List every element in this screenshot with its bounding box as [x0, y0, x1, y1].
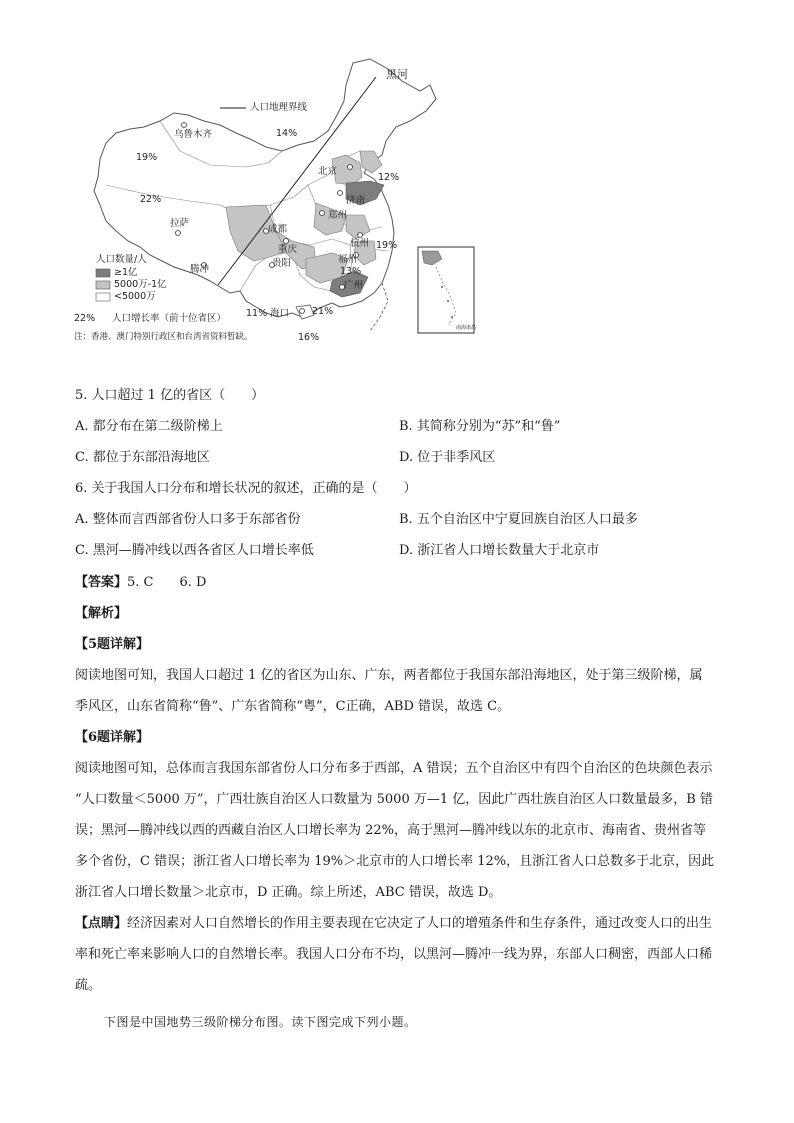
- growth-21-label: 21%: [312, 306, 334, 317]
- hangzhou-label: 杭州: [350, 238, 370, 249]
- fuzhou-label: 福州: [338, 254, 358, 265]
- q5-detail-tag: 【5题详解】: [75, 637, 150, 652]
- growth-14-label: 14%: [276, 128, 298, 139]
- legend-item-2: 5000万-1亿: [114, 279, 167, 290]
- answer-text: 5. C 6. D: [127, 575, 207, 590]
- beijing-label: 北京: [318, 166, 338, 177]
- q5-option-a: A. 都分布在第二级阶梯上: [75, 419, 223, 434]
- tip-text: 经济因素对人口自然增长的作用主要表现在它决定了人口的增殖条件和生存条件，通过改变人口的出生率和死亡率来影响人口的自然增长率。我国人口分布不均，以黑河—腾冲一线为界，东部人口稠密，西部人口稀疏。: [75, 916, 713, 993]
- zhengzhou-label: 郑州: [328, 210, 348, 221]
- tip-paragraph: [75, 908, 715, 1001]
- q6-option-c: C. 黑河—腾冲线以西各省区人口增长率低: [75, 543, 314, 558]
- legend-item-1: ≥1亿: [114, 267, 138, 278]
- legend-item-3: <5000万: [114, 291, 156, 302]
- q5-stem: 5. 人口超过 1 亿的省区（ ）: [75, 388, 265, 403]
- growth-22-label: 22%: [140, 194, 162, 205]
- china-map-outline: [70, 55, 490, 350]
- growth-16-label: 16%: [298, 332, 320, 343]
- next-question-intro: 下图是中国地势三级阶梯分布图。读下图完成下列小题。: [104, 1015, 417, 1029]
- q6-detail-tag: 【6题详解】: [75, 730, 150, 745]
- q6-option-d: D. 浙江省人口增长数量大于北京市: [399, 543, 600, 558]
- growth-11-label: 11%: [246, 308, 268, 319]
- q6-detail-text: 阅读地图可知，总体而言我国东部省份人口分布多于西部，A 错误；五个自治区中有四个自治区的色块颜色表示 “人口数量＜5000 万”，广西壮族自治区人口数量为 5000 万—1 亿，因此广西壮族自治区人口数量最多，B 错误；黑河—腾冲线以西的西藏自治区人口增长率为 22%，高于黑河—腾冲线以东的北京市、海南省、贵州省等多个省份，C 错误；浙江省人口增长率为 19%＞北京市的人口增长率 12%，且浙江省人口总数多于北京，因此浙江省人口增长数量＞北京市，D 正确。综上所述，ABC 错误，故选 D。: [75, 761, 715, 900]
- answer-tag: 【答案】: [75, 575, 128, 590]
- analysis-tag: 【解析】: [75, 606, 128, 621]
- legend-title: 人口数量/人: [96, 254, 147, 265]
- lhasa-label: 拉萨: [170, 218, 190, 229]
- guiyang-label: 贵阳: [272, 258, 292, 269]
- haikou-label: 海口: [270, 308, 290, 319]
- urumqi-label: 乌鲁木齐: [174, 129, 213, 140]
- growth-13-label: 13%: [340, 266, 362, 277]
- inset-label: 南海诸岛: [456, 325, 477, 331]
- legend-growth-sample: 22%: [74, 313, 96, 324]
- q6-stem: 6. 关于我国人口分布和增长状况的叙述，正确的是（ ）: [75, 481, 417, 496]
- q5-option-c: C. 都位于东部沿海地区: [75, 450, 210, 465]
- q5-option-d: D. 位于非季风区: [399, 450, 496, 465]
- answer-line: [75, 574, 206, 592]
- chengdu-label: 成都: [268, 224, 288, 235]
- tengchong-label: 腾冲: [190, 264, 210, 275]
- q5-option-b: B. 其简称分别为“苏”和“鲁”: [399, 419, 561, 434]
- jinan-label: 济南: [346, 195, 366, 206]
- guangzhou-label: 广州: [344, 280, 364, 291]
- boundary-legend-label: 人口地理界线: [250, 102, 308, 113]
- growth-19-zhejiang-label: 19%: [376, 240, 398, 251]
- q6-option-b: B. 五个自治区中宁夏回族自治区人口最多: [399, 512, 638, 527]
- heihe-label: 黑河: [386, 68, 408, 81]
- q6-option-a: A. 整体而言西部省份人口多于东部省份: [75, 512, 301, 527]
- q5-detail-text: 阅读地图可知，我国人口超过 1 亿的省区为山东、广东，两者都位于我国东部沿海地区，处于第三级阶梯，属季风区，山东省简称“鲁”、广东省简称“粤”，C正确，ABD 错误，故选 C。: [75, 668, 703, 714]
- population-map: [70, 55, 490, 350]
- growth-19-xinjiang-label: 19%: [136, 152, 158, 163]
- legend-growth-label: 人口增长率（前十位省区）: [112, 313, 227, 324]
- tip-tag: 【点睛】: [75, 916, 128, 931]
- growth-12-label: 12%: [378, 172, 400, 183]
- map-note: 注：香港、澳门特别行政区和台湾省资料暂缺。: [74, 332, 253, 342]
- chongqing-label: 重庆: [278, 244, 298, 255]
